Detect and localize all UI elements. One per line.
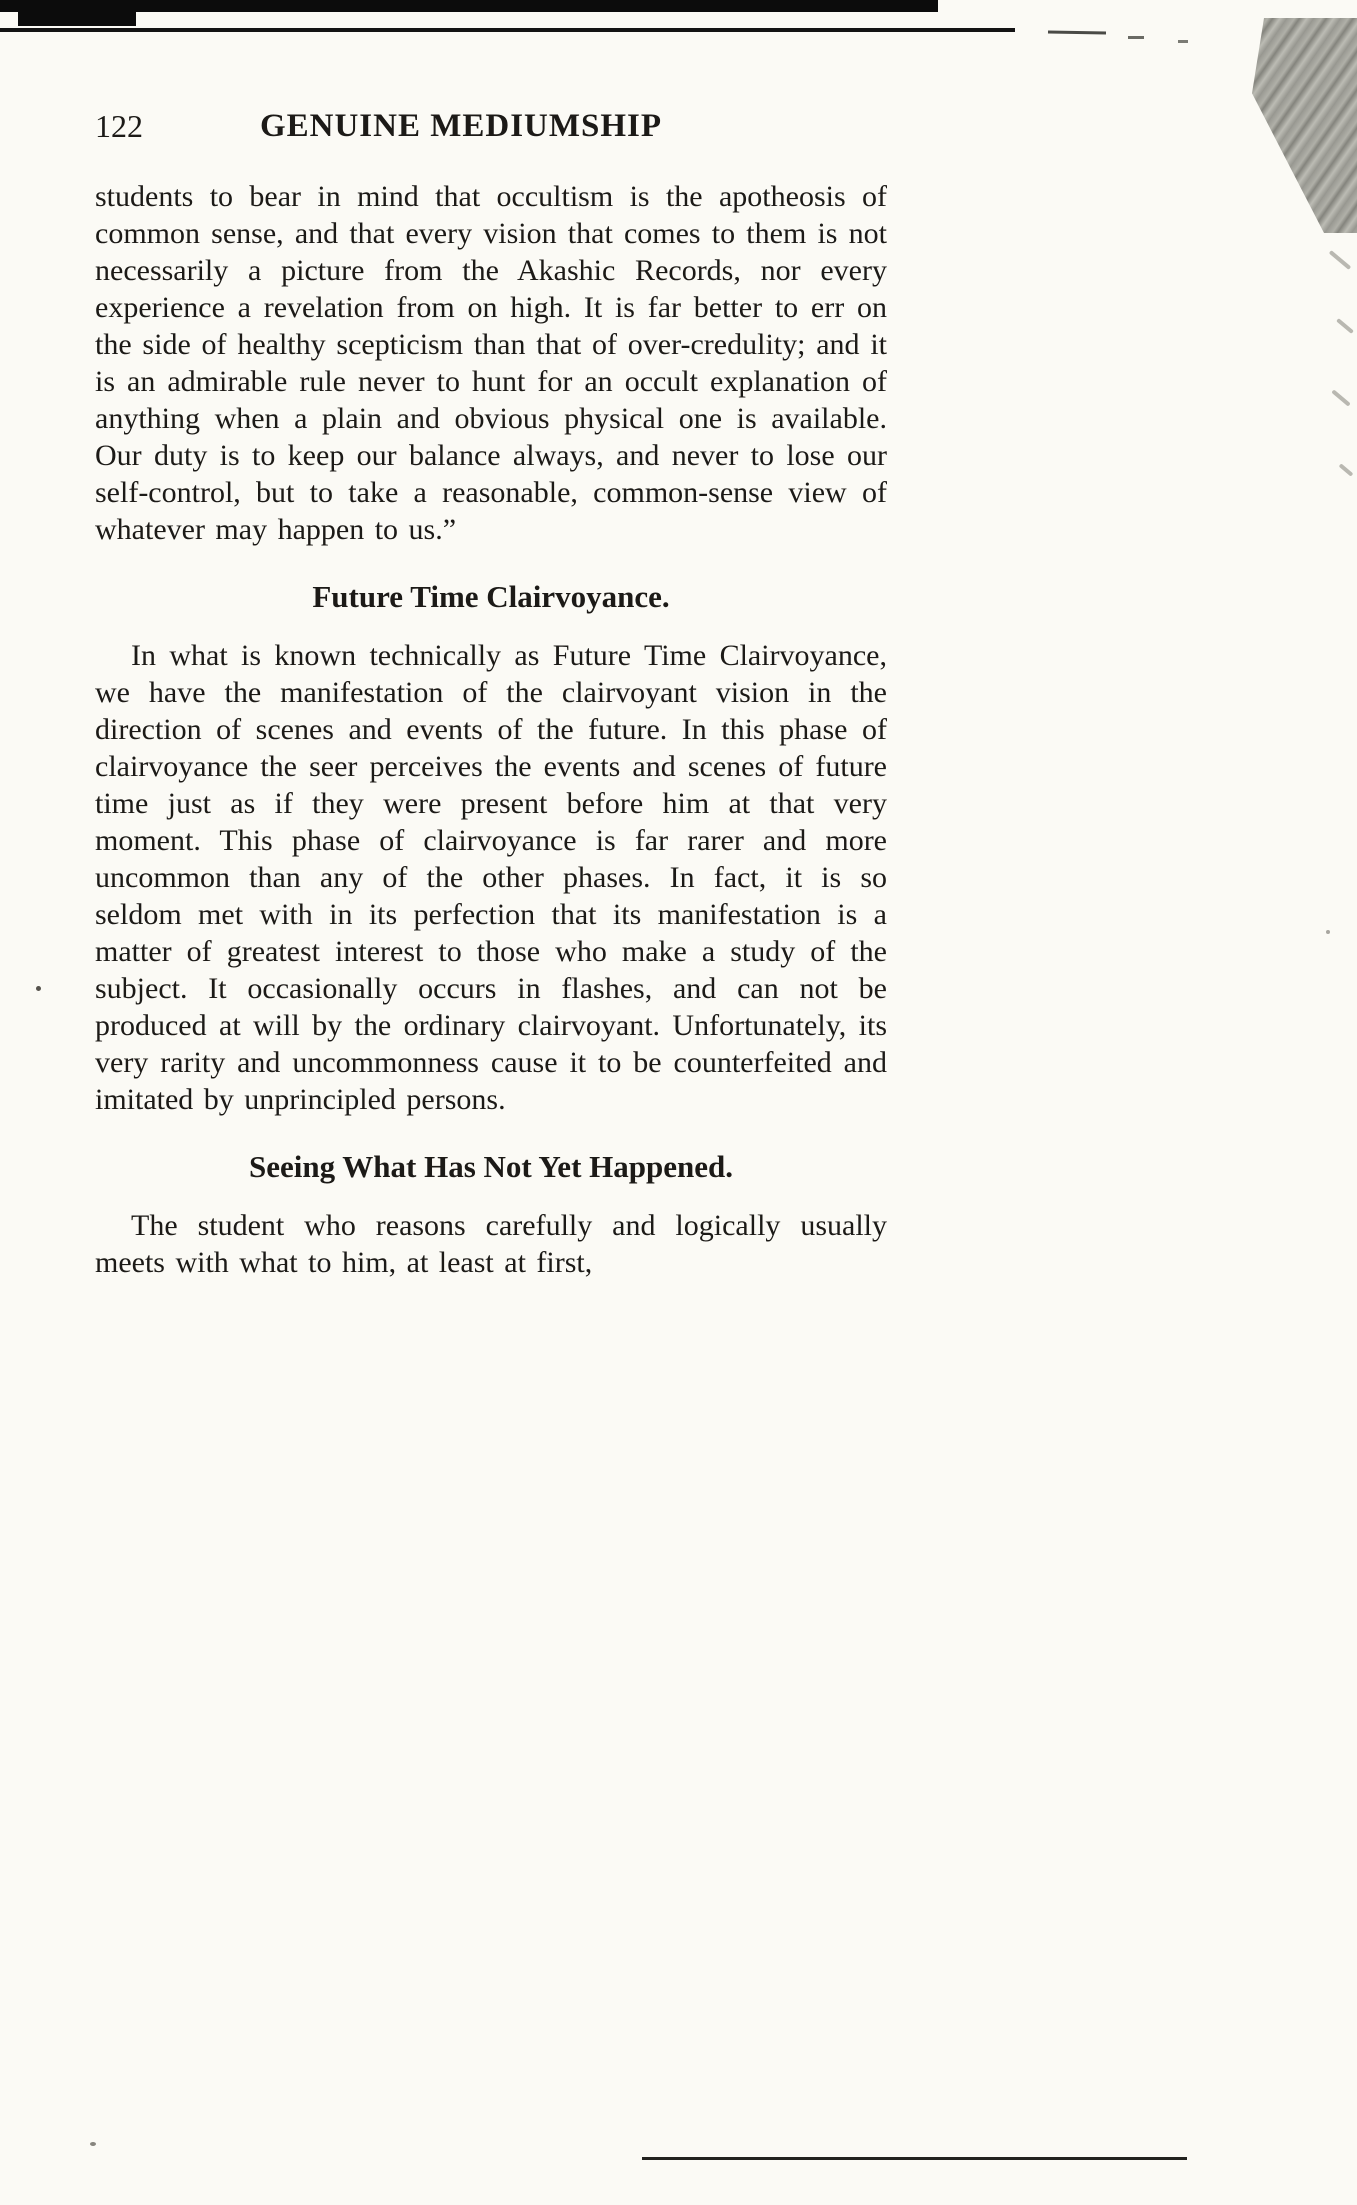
scan-speckle — [90, 2142, 96, 2146]
section-heading-future-time-clairvoyance: Future Time Clairvoyance. — [312, 579, 670, 614]
scan-top-bar — [0, 0, 938, 12]
section-heading-seeing-what-has-not-yet-happened: Seeing What Has Not Yet Happened. — [249, 1149, 733, 1184]
scan-edge-mark — [1339, 463, 1354, 476]
paragraph-future-time-clairvoyance: In what is known technically as Future Time Clairvoyance, we have the manifestation of the clairvoyant vision in the direction of scenes and events of the future. In this phase of clairvoyance the seer perceives the events and scenes of future time just as if they were present before him at that very moment. This phase of clairvoyance is far rarer and more uncommon than any of the other phases. In fact, it is so seldom met with in its perfection that its manifestation is a matter of greatest interest to those who make a study of the subject. It occasionally occurs in flashes, and can not be produced at will by the ordinary clairvoyant. Unfortunately, its very rarity and uncommonness cause it to be counterfeited and imitated by unprincipled persons. — [95, 639, 887, 1116]
book-title: GENUINE MEDIUMSHIP — [259, 108, 663, 144]
paragraph-seeing-what-has-not-yet-happened: The student who reasons carefully and logically usually meets with what to him, at least at first, — [95, 1209, 887, 1279]
scan-top-rule — [0, 28, 1015, 32]
page-content — [95, 108, 887, 1281]
scan-bottom-rule — [642, 2157, 1187, 2160]
paragraph-continuation: students to bear in mind that occultism is the apotheosis of common sense, and that every vision that comes to them is not necessarily a picture from the Akashic Records, nor every experience a revelation from on high. It is far better to err on the side of healthy scepticism than that of over-credulity; and it is an admirable rule never to hunt for an occult explanation of anything when a plain and obvious physical one is available. Our duty is to keep our balance always, and never to lose our self-control, but to take a reasonable, common-sense view of whatever may happen to us.” — [95, 180, 887, 546]
scan-speckle — [1326, 930, 1330, 934]
torn-page-corner — [1207, 18, 1357, 233]
scan-top-rule-dash — [1048, 30, 1106, 34]
running-header — [95, 108, 887, 154]
scan-edge-mark — [1329, 250, 1351, 270]
scan-edge-mark — [1336, 318, 1354, 334]
page-number: 122 — [95, 108, 143, 144]
scan-top-rule-dash — [1128, 36, 1144, 39]
scan-edge-mark — [1331, 389, 1350, 406]
scan-speckle — [36, 986, 41, 991]
scan-top-rule-dash — [1178, 40, 1188, 43]
scan-top-left-block — [18, 0, 136, 26]
body-text — [95, 178, 887, 1281]
